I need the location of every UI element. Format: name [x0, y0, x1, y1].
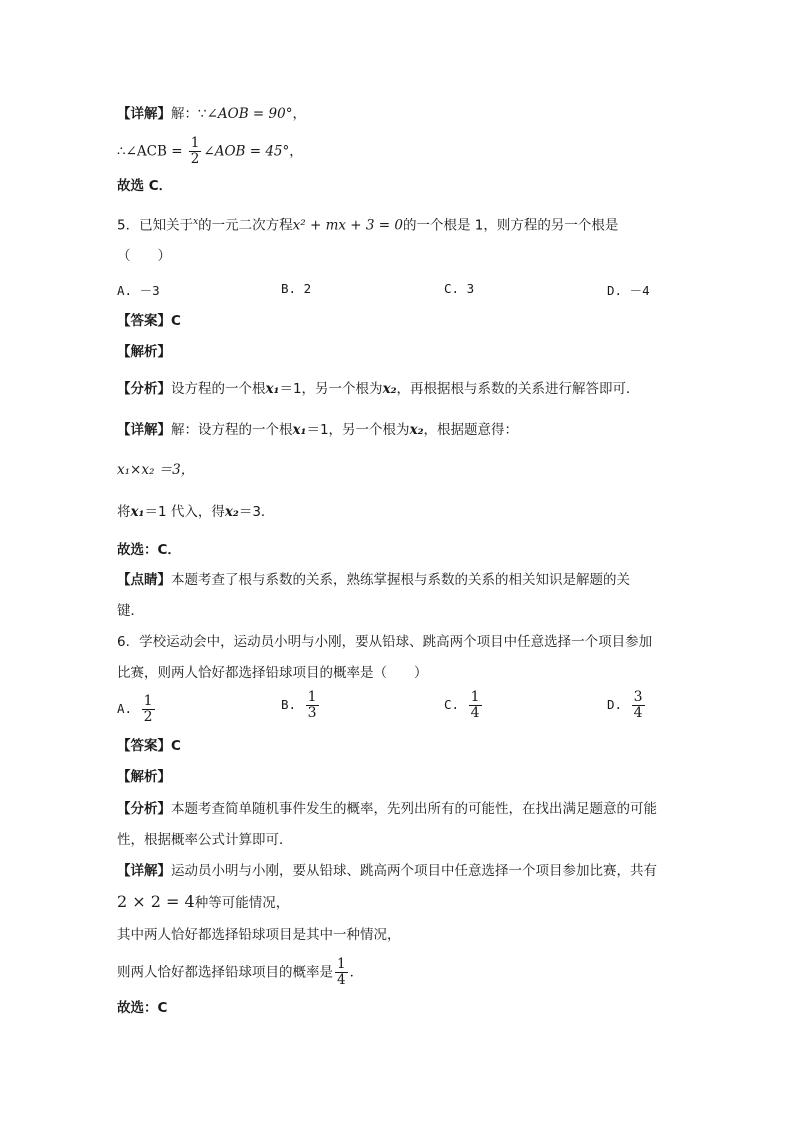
- q6-option-c: C. $\frac{1}{4}$: [444, 689, 480, 721]
- q5-dianjing-1: 【点睛】本题考查了根与系数的关系，熟练掌握根与系数的关系的相关知识是解题的关: [117, 572, 630, 588]
- q5-fenxi: 【分析】设方程的一个根x₁＝1，另一个根为x₂，再根据根与系数的关系进行解答即可．: [117, 381, 640, 397]
- q6-option-a: A. $\frac{1}{2}$: [117, 693, 153, 725]
- q5-stem: 5．已知关于$^x$的一元二次方程x² + mx + 3 = 0的一个根是 1，则方程的另一个根是: [117, 217, 619, 234]
- intro-line-2: ∴∠ACB = $\frac{1}{2}$ ∠AOB = 45°，: [117, 135, 303, 167]
- q6-answer: 【答案】C: [117, 738, 181, 754]
- q5-substitute: 将x₁＝1 代入，得x₂＝3．: [117, 504, 275, 520]
- q6-option-d: D. $\frac{3}{4}$: [607, 689, 643, 721]
- q5-paren: （ ）: [117, 248, 171, 264]
- q6-stem-1: 6．学校运动会中，运动员小明与小刚，要从铅球、跳高两个项目中任意选择一个项目参加: [117, 634, 653, 650]
- q5-option-c: C. 3: [444, 281, 475, 296]
- q6-line-c: 其中两人恰好都选择铅球项目是其中一种情况，: [117, 927, 401, 943]
- fraction-half: $\frac{1}{2}$: [190, 135, 200, 167]
- q5-product: x₁×x₂ ＝3，: [117, 462, 195, 478]
- q6-fenxi-2: 性，根据概率公式计算即可．: [117, 832, 293, 848]
- fraction-quarter: $\frac{1}{4}$: [337, 956, 346, 988]
- q5-analysis-tag: 【解析】: [117, 344, 171, 360]
- q6-xiangjie-1: 【详解】运动员小明与小刚，要从铅球、跳高两个项目中任意选择一个项目参加比赛，共有: [117, 863, 657, 879]
- intro-choose: 故选 C．: [117, 178, 173, 194]
- q5-option-b: B. 2: [281, 281, 312, 296]
- q6-fenxi-1: 【分析】本题考查简单随机事件发生的概率，先列出所有的可能性，在找出满足题意的可能: [117, 801, 657, 817]
- q6-stem-2: 比赛，则两人恰好都选择铅球项目的概率是（ ）: [117, 665, 428, 681]
- q6-option-b: B. $\frac{1}{3}$: [281, 689, 317, 721]
- q5-answer: 【答案】C: [117, 313, 181, 329]
- q5-option-a: A. －3: [117, 283, 160, 298]
- q6-choose: 故选：C: [117, 1000, 168, 1016]
- q6-analysis-tag: 【解析】: [117, 769, 171, 785]
- q6-line-d: 则两人恰好都选择铅球项目的概率是 $\frac{1}{4}$ ．: [117, 956, 364, 988]
- q6-xiangjie-2: 2 × 2 = 4种等可能情况，: [117, 892, 290, 911]
- q5-xiangjie: 【详解】解：设方程的一个根x₁＝1，另一个根为x₂，根据题意得：: [117, 422, 519, 438]
- q5-dianjing-2: 键．: [117, 603, 144, 619]
- q5-choose: 故选：C．: [117, 542, 181, 558]
- detail-tag: 【详解】: [117, 106, 171, 122]
- intro-line-1: 【详解】解：∵∠AOB = 90°，: [117, 106, 306, 122]
- q5-option-d: D. －4: [607, 283, 650, 298]
